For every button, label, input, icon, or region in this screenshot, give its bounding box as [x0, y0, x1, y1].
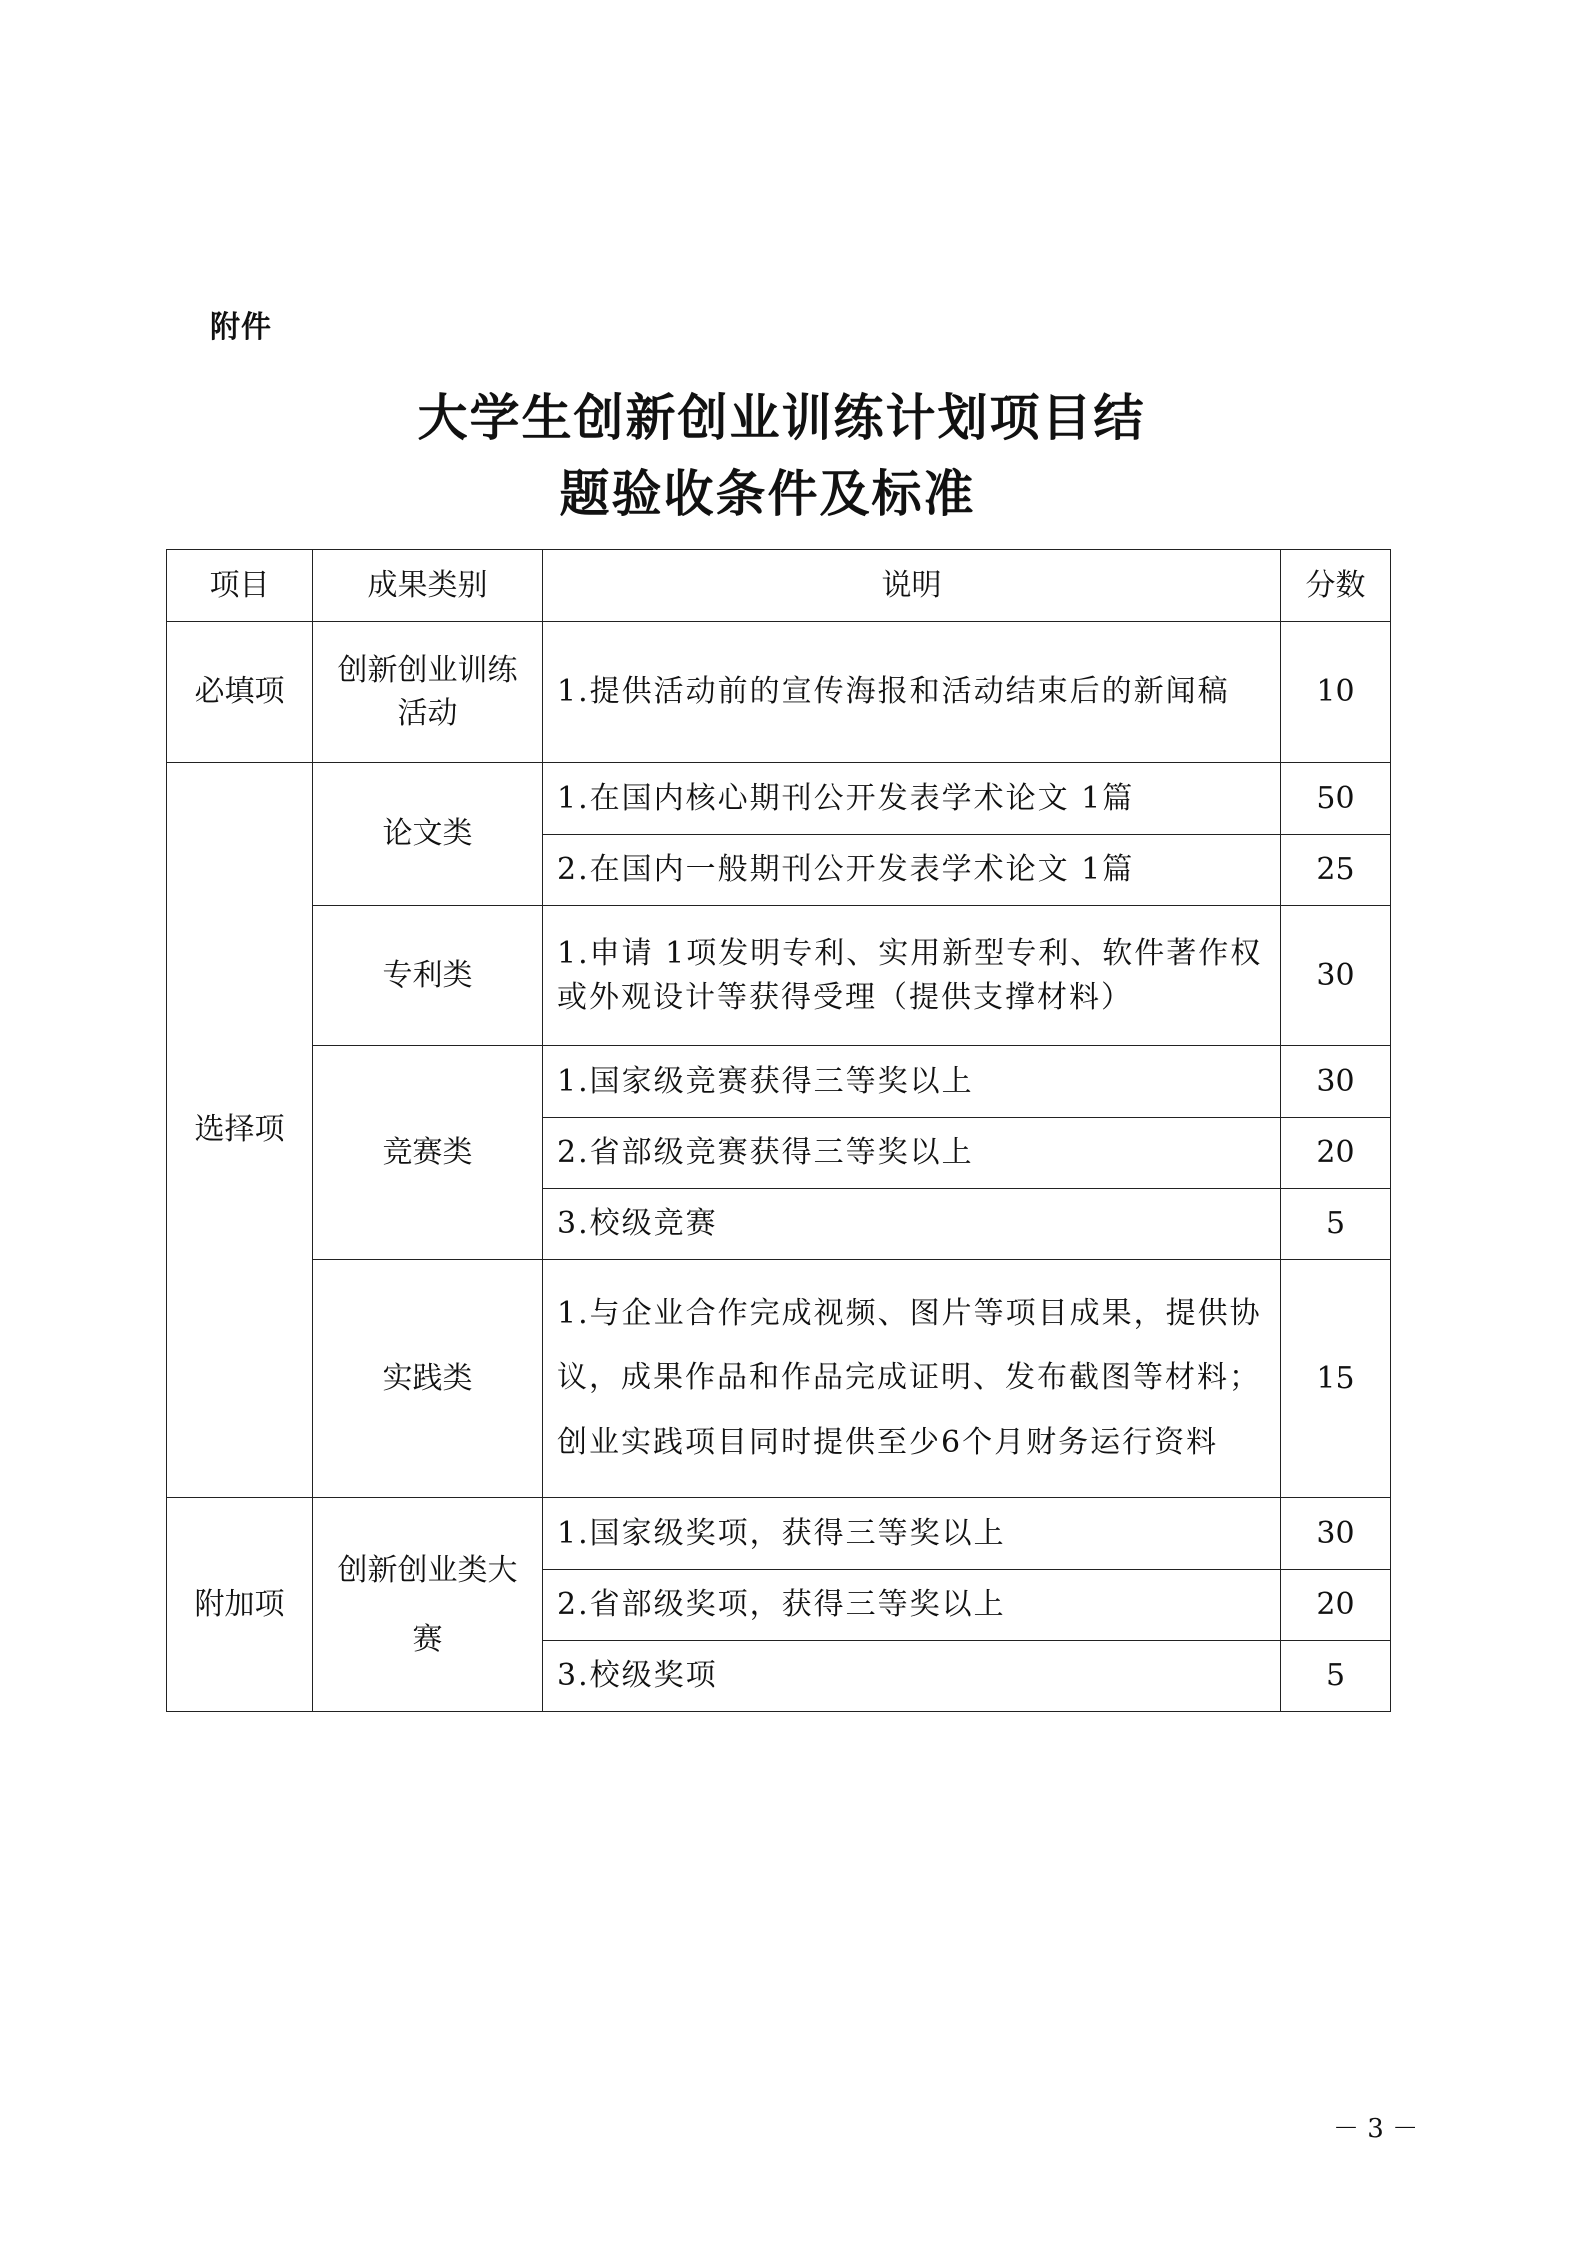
row-score: 5: [1281, 1641, 1391, 1712]
header-item: 项目: [167, 550, 313, 622]
header-category: 成果类别: [313, 550, 543, 622]
row-score: 10: [1281, 622, 1391, 763]
header-score: 分数: [1281, 550, 1391, 622]
row-score: 30: [1281, 906, 1391, 1046]
table-row: [167, 763, 1391, 835]
table-row: [167, 1260, 1391, 1498]
row-score: 25: [1281, 835, 1391, 906]
row-description: 2.省部级竞赛获得三等奖以上: [543, 1118, 1281, 1189]
row-score: 5: [1281, 1189, 1391, 1260]
row-score: 30: [1281, 1046, 1391, 1118]
row-score: 15: [1281, 1260, 1391, 1498]
row-description: 3.校级奖项: [543, 1641, 1281, 1712]
row-description: 1.提供活动前的宣传海报和活动结束后的新闻稿: [543, 622, 1281, 763]
row-score: 20: [1281, 1570, 1391, 1641]
row-description: 3.校级竞赛: [543, 1189, 1281, 1260]
header-description: 说明: [543, 550, 1281, 622]
category-practice: 实践类: [313, 1260, 543, 1498]
section-optional: 选择项: [167, 763, 313, 1498]
row-description: 1.国家级竞赛获得三等奖以上: [543, 1046, 1281, 1118]
section-additional: 附加项: [167, 1498, 313, 1712]
row-score: 50: [1281, 763, 1391, 835]
row-description: 1.申请 1项发明专利、实用新型专利、软件著作权或外观设计等获得受理（提供支撑材料）: [543, 906, 1281, 1046]
document-title-line2: 题验收条件及标准: [559, 465, 976, 523]
section-required: 必填项: [167, 622, 313, 763]
page-number: － 3 －: [1333, 2114, 1419, 2144]
attachment-label: 附件: [210, 310, 272, 345]
category-contests: 创新创业类大赛: [313, 1498, 543, 1712]
row-description: 1.与企业合作完成视频、图片等项目成果，提供协议，成果作品和作品完成证明、发布截图等材料；创业实践项目同时提供至少6个月财务运行资料: [543, 1260, 1281, 1498]
row-score: 20: [1281, 1118, 1391, 1189]
category-competitions: 竞赛类: [313, 1046, 543, 1260]
table-row: [167, 1498, 1391, 1570]
row-description: 2.在国内一般期刊公开发表学术论文 1篇: [543, 835, 1281, 906]
header-row: [167, 550, 1391, 622]
document-title-line1: 大学生创新创业训练计划项目结: [417, 389, 1146, 447]
category-papers: 论文类: [313, 763, 543, 906]
row-description: 1.在国内核心期刊公开发表学术论文 1篇: [543, 763, 1281, 835]
category-patents: 专利类: [313, 906, 543, 1046]
row-description: 2.省部级奖项，获得三等奖以上: [543, 1570, 1281, 1641]
table-row: [167, 622, 1391, 763]
row-description: 1.国家级奖项，获得三等奖以上: [543, 1498, 1281, 1570]
criteria-table: [166, 549, 1391, 1712]
category-training-activity: 创新创业训练活动: [313, 622, 543, 763]
table-row: [167, 1046, 1391, 1118]
row-score: 30: [1281, 1498, 1391, 1570]
table-row: [167, 906, 1391, 1046]
